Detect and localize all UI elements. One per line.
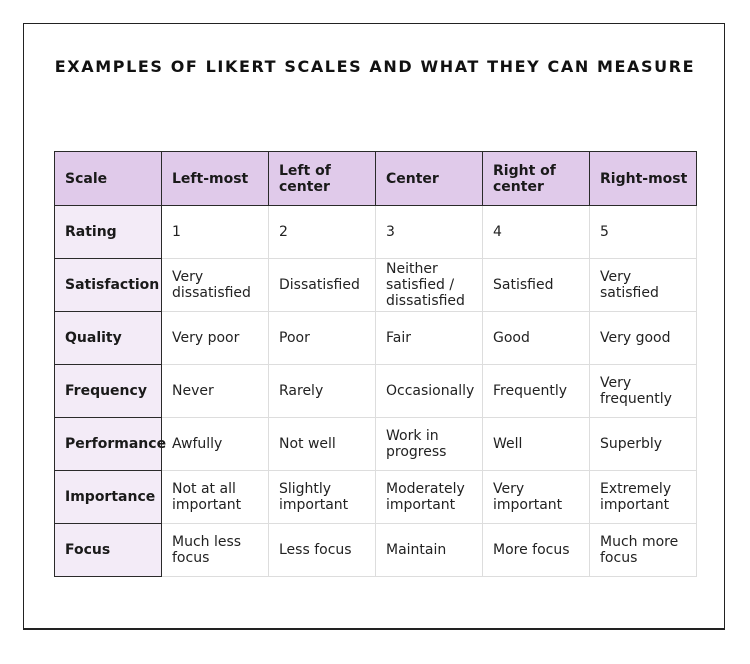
row-label: Performance	[55, 418, 162, 471]
header-left-most: Left-most	[162, 152, 269, 206]
table-cell: Not well	[269, 418, 376, 471]
table-cell: Very frequently	[590, 365, 697, 418]
header-row	[55, 152, 697, 206]
table-cell: 5	[590, 206, 697, 259]
table-cell: Moderately important	[376, 471, 483, 524]
table-cell: More focus	[483, 524, 590, 577]
table-row	[55, 259, 697, 312]
table-cell: Occasionally	[376, 365, 483, 418]
header-center: Center	[376, 152, 483, 206]
table-cell: Less focus	[269, 524, 376, 577]
row-label: Frequency	[55, 365, 162, 418]
likert-table	[54, 151, 697, 577]
table-cell: 1	[162, 206, 269, 259]
table-cell: Awfully	[162, 418, 269, 471]
header-scale: Scale	[55, 152, 162, 206]
table-row	[55, 365, 697, 418]
table-cell: Work in progress	[376, 418, 483, 471]
table-cell: Poor	[269, 312, 376, 365]
table-cell: Extremely important	[590, 471, 697, 524]
table-cell: Very dissatisfied	[162, 259, 269, 312]
table-cell: Much less focus	[162, 524, 269, 577]
table-cell: Slightly important	[269, 471, 376, 524]
table-cell: 3	[376, 206, 483, 259]
header-right-of-center	[483, 152, 590, 206]
table-row	[55, 312, 697, 365]
table-cell: Very good	[590, 312, 697, 365]
table-cell: Good	[483, 312, 590, 365]
table-cell: Superbly	[590, 418, 697, 471]
row-label: Importance	[55, 471, 162, 524]
page-title: EXAMPLES OF LIKERT SCALES AND WHAT THEY CAN MEASURE	[54, 57, 696, 76]
table-cell: Dissatisfied	[269, 259, 376, 312]
header-right-most: Right-most	[590, 152, 697, 206]
row-label: Focus	[55, 524, 162, 577]
table-cell: Rarely	[269, 365, 376, 418]
table-cell: Maintain	[376, 524, 483, 577]
table-row	[55, 524, 697, 577]
row-label: Rating	[55, 206, 162, 259]
table-cell: Fair	[376, 312, 483, 365]
table-cell: Neither satisfied / dissatisfied	[376, 259, 483, 312]
table-cell: Very poor	[162, 312, 269, 365]
table-cell: Never	[162, 365, 269, 418]
table-cell: 2	[269, 206, 376, 259]
header-right-of-center-text: Right of center	[493, 162, 556, 195]
table-cell: Frequently	[483, 365, 590, 418]
table-row	[55, 471, 697, 524]
table-cell: Very important	[483, 471, 590, 524]
header-left-of-center: Left of center	[269, 152, 376, 206]
table-cell: 4	[483, 206, 590, 259]
table-row	[55, 206, 697, 259]
table-cell: Not at all important	[162, 471, 269, 524]
table-cell: Satisfied	[483, 259, 590, 312]
row-label: Satisfaction	[55, 259, 162, 312]
row-label: Quality	[55, 312, 162, 365]
table-cell: Very satisfied	[590, 259, 697, 312]
table-cell: Much more focus	[590, 524, 697, 577]
table-cell: Well	[483, 418, 590, 471]
table-row	[55, 418, 697, 471]
